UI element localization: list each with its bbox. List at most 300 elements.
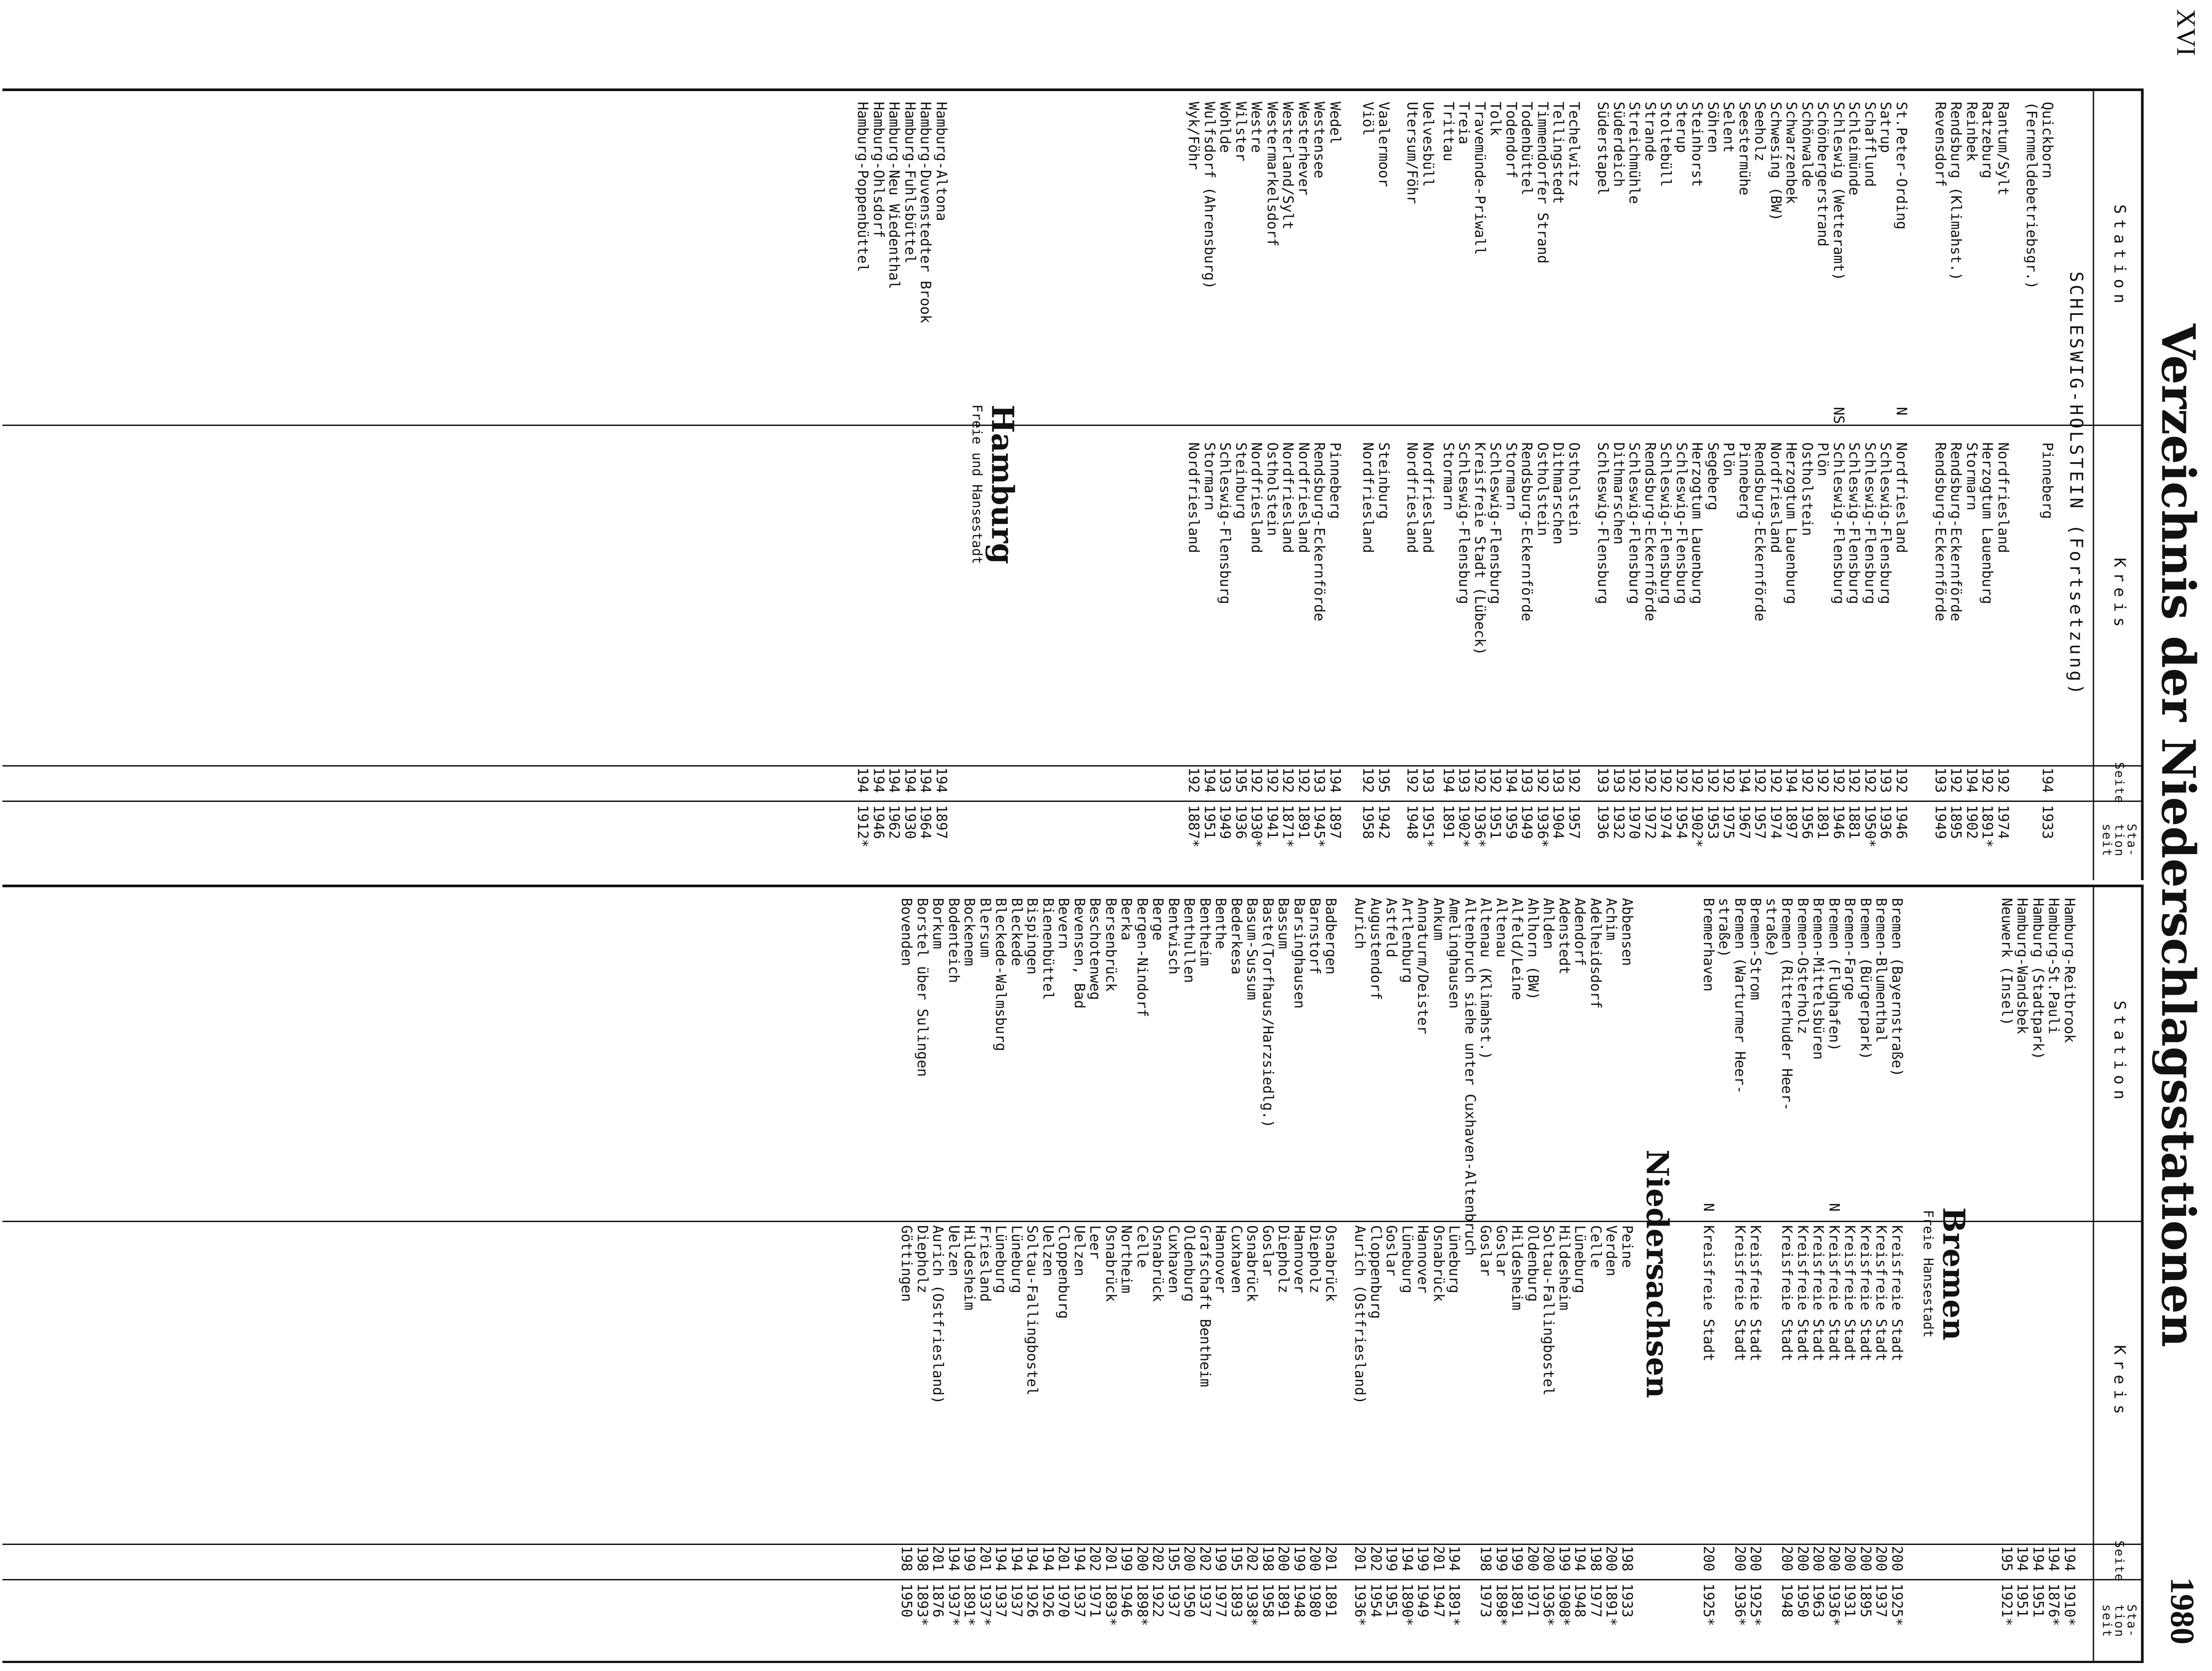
column-header-seite — [2095, 1540, 2143, 1583]
seite-cell: 200 — [1794, 1546, 1811, 1571]
seite-cell: 200 — [1700, 1546, 1717, 1571]
seit-cell: 1897 — [933, 805, 950, 839]
station-cell: Altenau (Klimahst.) — [1477, 898, 1494, 1060]
table-row — [2046, 898, 2062, 1663]
station-cell: Tolk — [1487, 102, 1504, 136]
station-cell: Westre — [1248, 102, 1265, 153]
seit-cell: 1921* — [1998, 1583, 2015, 1626]
station-cell: Hamburg-Wandsbek — [2014, 898, 2031, 1035]
seite-cell: 192 — [1295, 767, 1312, 793]
table-row — [977, 898, 993, 1663]
seit-cell: 1977 — [1587, 1583, 1604, 1618]
seit-cell: 1925* — [1747, 1583, 1764, 1626]
kreis-cell: Nordfriesland — [1359, 442, 1377, 553]
seit-cell: 1951 — [1383, 1583, 1400, 1618]
seit-cell: 1957 — [1751, 805, 1769, 839]
table-row — [1446, 898, 1462, 1663]
seit-cell: 1936 — [1594, 805, 1612, 839]
left-table — [2, 88, 2143, 880]
station-cell: Borstel über Sulingen — [914, 898, 931, 1077]
station-cell: Westensee — [1311, 102, 1328, 179]
kreis-cell: Goslar — [1383, 1225, 1400, 1276]
kreis-cell: Lüneburg — [1008, 1225, 1025, 1294]
table-row — [1720, 102, 1736, 880]
seite-cell: 192 — [1893, 767, 1910, 793]
note-cell: N — [1700, 1203, 1717, 1212]
seite-cell: 200 — [1275, 1546, 1292, 1571]
page-number-right: 1980 — [2163, 1577, 2200, 1644]
station-cell: Bockenem — [961, 898, 978, 966]
table-row — [1166, 898, 1182, 1663]
station-cell: Revensdorf — [1932, 102, 1949, 187]
seit-cell: 1975 — [1720, 805, 1737, 839]
table-row — [1826, 898, 1842, 1663]
table-row — [1233, 102, 1249, 880]
station-cell: Bremen-Strom — [1747, 898, 1764, 1000]
seit-cell: 1936* — [1534, 805, 1551, 848]
seite-cell: 201 — [929, 1546, 947, 1571]
table-row — [1768, 102, 1784, 880]
seite-cell: 192 — [1471, 767, 1488, 793]
table-row — [1213, 898, 1229, 1663]
kreis-cell: Schleswig-Flensburg — [1487, 442, 1504, 605]
seite-cell: 192 — [1830, 767, 1847, 793]
table-row — [1509, 898, 1525, 1663]
kreis-cell: Oldenburg — [1525, 1225, 1541, 1302]
seit-cell: 1931 — [1841, 1583, 1859, 1618]
seit-cell: 1891 — [1814, 805, 1832, 839]
seit-cell: 1871* — [1279, 805, 1297, 848]
kreis-cell: Soltau-Fallingbostel — [1024, 1225, 1041, 1396]
seit-cell: 1897 — [1783, 805, 1800, 839]
station-cell: Süderstapel — [1594, 102, 1612, 195]
station-cell: Bremen-Blumenthal — [1873, 898, 1890, 1043]
seit-cell: 1964 — [917, 805, 934, 839]
right-group-hamburg — [1999, 898, 2078, 1663]
table-row — [2024, 102, 2039, 880]
kreis-cell: Hildesheim — [1509, 1225, 1526, 1311]
station-cell: Altenbruch siehe unter Cuxhaven-Altenbruch — [1462, 898, 1479, 1256]
kreis-cell: Schleswig-Flensburg — [1594, 442, 1612, 605]
table-row — [1799, 102, 1815, 880]
table-row — [1103, 898, 1119, 1663]
station-cell: Hamburg-Fuhlsbüttel — [902, 102, 918, 264]
station-cell: Badbergen — [1322, 898, 1339, 975]
table-row — [1056, 898, 1071, 1663]
seit-cell: 1891 — [1322, 1583, 1339, 1618]
seite-cell: 200 — [1778, 1546, 1796, 1571]
left-group-r — [1932, 102, 2011, 880]
seit-cell: 1890* — [1399, 1583, 1416, 1626]
station-cell: Adelheidsdorf — [1587, 898, 1604, 1009]
seite-cell: 198 — [1619, 1546, 1636, 1571]
table-row — [1716, 898, 1732, 1663]
station-cell: Hamburg-Poppenbüttel — [854, 102, 872, 272]
station-cell: Bleckede-Walmsburg — [992, 898, 1010, 1051]
seite-cell: 194 — [2014, 1546, 2031, 1571]
station-cell: Amelinghausen — [1446, 898, 1463, 1009]
seite-cell: 192 — [1862, 767, 1878, 793]
seite-cell: 194 — [1399, 1546, 1416, 1571]
table-row — [1311, 102, 1327, 880]
table-row — [1550, 102, 1566, 880]
kreis-cell: Cloppenburg — [1055, 1225, 1072, 1319]
kreis-cell: Diepholz — [1275, 1225, 1292, 1294]
table-row — [2014, 898, 2030, 1663]
seite-cell: 199 — [1212, 1546, 1229, 1571]
table-row — [2062, 898, 2078, 1663]
table-row — [1399, 898, 1415, 1663]
station-cell: Bienenbüttel — [1040, 898, 1056, 1000]
kreis-cell: Celle — [1587, 1225, 1604, 1268]
seit-cell: 1946 — [1893, 805, 1910, 839]
seite-cell: 193 — [1311, 767, 1328, 793]
kreis-cell: Kreisfreie Stadt — [1732, 1225, 1748, 1362]
kreis-cell: Osnabrück — [1244, 1225, 1261, 1302]
station-cell: Abbensen — [1619, 898, 1636, 966]
seite-cell: 192 — [1720, 767, 1737, 793]
region-subtitle-bremen: Freie Hansestadt — [1920, 1210, 1936, 1338]
station-cell: Barnstorf — [1306, 898, 1324, 975]
seit-cell: 1949 — [1217, 805, 1234, 839]
station-cell: Viöl — [1359, 102, 1377, 136]
seite-cell: 192 — [1566, 767, 1582, 793]
seit-cell: 1897 — [1327, 805, 1344, 839]
seite-cell: 192 — [1279, 767, 1297, 793]
seit-cell: 1957 — [1566, 805, 1582, 839]
table-row — [1588, 898, 1604, 1663]
station-cell: Ahlden — [1540, 898, 1557, 949]
seit-cell: 1936* — [1540, 1583, 1557, 1626]
seit-cell: 1902* — [1689, 805, 1706, 848]
seite-cell: 198 — [1477, 1546, 1494, 1571]
seit-cell: 1958 — [1260, 1583, 1276, 1618]
seit-cell: 1973 — [1477, 1583, 1494, 1618]
station-cell: Todendorf — [1503, 102, 1520, 179]
seite-cell: 200 — [1306, 1546, 1324, 1571]
kreis-cell: Kreisfreie Stadt (Lübeck) — [1471, 442, 1488, 655]
seite-cell: 195 — [1228, 1546, 1245, 1571]
seite-cell: 198 — [1260, 1546, 1276, 1571]
table-row — [1248, 102, 1264, 880]
kreis-cell: Uelzen — [945, 1225, 962, 1276]
region-title-schleswig-holstein: SCHLESWIG-HOLSTEIN (Fortsetzung) — [2066, 271, 2086, 698]
seite-cell: 199 — [1383, 1546, 1400, 1571]
table-row — [1732, 898, 1748, 1663]
station-cell: Borkum — [929, 898, 947, 949]
seite-cell: 193 — [1932, 767, 1949, 793]
seit-cell: 1908* — [1556, 1583, 1573, 1626]
seite-cell: 200 — [1841, 1546, 1859, 1571]
seite-cell: 192 — [1979, 767, 1996, 793]
station-cell: Sterup — [1673, 102, 1690, 153]
seite-cell: 194 — [933, 767, 950, 793]
station-cell: Bremen (Flughafen) — [1826, 898, 1843, 1051]
kreis-cell: Pinneberg — [2039, 442, 2056, 519]
seit-cell: 1930 — [902, 805, 918, 839]
table-row — [1763, 898, 1779, 1663]
kreis-cell: Dithmarschen — [1610, 442, 1627, 545]
seite-cell: 199 — [961, 1546, 978, 1571]
seite-cell: 194 — [1571, 1546, 1589, 1571]
kreis-cell: Rendsburg-Eckernförde — [1518, 442, 1536, 621]
station-cell: Wilster — [1233, 102, 1249, 161]
seit-cell: 1881 — [1846, 805, 1863, 839]
seite-cell: 192 — [1767, 767, 1784, 793]
table-row — [1368, 898, 1384, 1663]
table-row — [1795, 898, 1811, 1663]
station-cell: Adenstedt — [1556, 898, 1573, 975]
kreis-cell: Stormarn — [1201, 442, 1218, 511]
seit-cell: 1898* — [1134, 1583, 1151, 1626]
seit-cell: 1936* — [1826, 1583, 1843, 1626]
column-header-station-seit — [2095, 801, 2143, 880]
seite-cell: 200 — [1181, 1546, 1198, 1571]
seite-cell: 194 — [2061, 1546, 2078, 1571]
column-header-station-seit — [2095, 1579, 2143, 1663]
seit-cell: 1951 — [2014, 1583, 2031, 1618]
table-left-rule — [2, 885, 2143, 887]
table-row — [1948, 102, 1964, 880]
station-cell: Astfeld — [1383, 898, 1400, 958]
seit-cell: 1937 — [1008, 1583, 1025, 1618]
station-cell: Hamburg-Reitbrook — [2061, 898, 2078, 1043]
seite-cell: 201 — [1102, 1546, 1119, 1571]
station-cell: Bremen (Bayernstraße) — [1889, 898, 1905, 1077]
seit-cell: 1938* — [1244, 1583, 1261, 1626]
table-row — [993, 898, 1009, 1663]
kreis-cell: Rendsburg-Eckernförde — [1311, 442, 1328, 621]
kreis-cell: Lüneburg — [992, 1225, 1010, 1294]
kreis-cell: Uelzen — [1040, 1225, 1056, 1276]
station-cell: Schleswig (Wetteramt) — [1830, 102, 1847, 281]
station-cell: Westermarkelsdorf — [1264, 102, 1281, 247]
table-row — [1747, 898, 1763, 1663]
table-row — [1181, 898, 1197, 1663]
kreis-cell: Rendsburg-Eckernförde — [1947, 442, 1965, 621]
seite-cell: 200 — [1134, 1546, 1151, 1571]
station-cell: Aurich — [1352, 898, 1369, 949]
kreis-cell: Pinneberg — [1327, 442, 1344, 519]
table-row — [902, 102, 918, 880]
seite-cell: 193 — [1594, 767, 1612, 793]
table-row — [1674, 102, 1690, 880]
kreis-cell: Schleswig-Flensburg — [1877, 442, 1894, 605]
region-subtitle-hamburg: Freie und Hansestadt — [969, 404, 984, 564]
station-cell: Treia — [1455, 102, 1473, 145]
table-row — [1264, 102, 1280, 880]
seite-label: Seite — [2112, 762, 2127, 804]
station-cell: Söhren — [1705, 102, 1721, 153]
seite-cell: 195 — [1165, 1546, 1182, 1571]
station-cell: Altenau — [1493, 898, 1510, 958]
left-group-q — [2024, 102, 2055, 880]
table-row — [1150, 898, 1166, 1663]
station-cell: Wulfsdorf (Ahrensburg) — [1201, 102, 1218, 289]
station-cell: Westerland/Sylt — [1279, 102, 1297, 230]
seit-cell: 1971 — [1525, 1583, 1541, 1618]
table-row — [1572, 898, 1588, 1663]
seit-cell: 1948 — [1404, 805, 1421, 839]
note-cell: N — [1893, 407, 1910, 416]
table-row — [871, 102, 887, 880]
region-title-niedersachsen: Niedersachsen — [1639, 1149, 1674, 1399]
table-row — [1736, 102, 1752, 880]
column-header-station: Station — [2110, 1000, 2128, 1105]
station-cell: Bremen (Ritterhuder Heer- — [1778, 898, 1796, 1111]
table-row — [1540, 898, 1556, 1663]
table-row — [1323, 898, 1339, 1663]
seite-cell: 200 — [1732, 1546, 1748, 1571]
seit-cell: 1937* — [977, 1583, 994, 1626]
table-row — [1815, 102, 1831, 880]
table-row — [1260, 898, 1276, 1663]
seite-cell: 199 — [1414, 1546, 1432, 1571]
seit-label-2: tion — [2112, 1604, 2127, 1638]
station-cell: Bremen (Bürgerpark) — [1857, 898, 1874, 1060]
right-group-b — [899, 898, 1338, 1663]
station-cell: Bederkesa — [1228, 898, 1245, 975]
seit-cell: 1942 — [1375, 805, 1392, 839]
seit-cell: 1936* — [1732, 1583, 1748, 1626]
table-row — [1858, 898, 1874, 1663]
seite-cell: 192 — [1751, 767, 1769, 793]
seite-cell: 200 — [1826, 1546, 1843, 1571]
seit-cell: 1950* — [1862, 805, 1878, 848]
station-cell: Bevensen, Bad — [1071, 898, 1088, 1009]
seit-cell: 1951 — [2030, 1583, 2047, 1618]
seit-cell: 1948 — [1571, 1583, 1589, 1618]
station-cell: Bergen-Nindorf — [1134, 898, 1151, 1017]
station-cell: Strande — [1642, 102, 1659, 161]
seite-cell: 193 — [1518, 767, 1536, 793]
seite-cell: 192 — [1705, 767, 1721, 793]
kreis-cell: Kreisfreie Stadt — [1857, 1225, 1874, 1362]
table-row — [886, 102, 902, 880]
station-cell: Reinbek — [1963, 102, 1980, 161]
kreis-cell: Nordfriesland — [1420, 442, 1436, 553]
column-header-kreis: Kreis — [2110, 557, 2128, 632]
table-row — [1893, 102, 1909, 880]
seit-cell: 1891* — [1603, 1583, 1620, 1626]
station-cell: Adendorf — [1571, 898, 1589, 966]
kreis-cell: Schleswig-Flensburg — [1830, 442, 1847, 605]
station-cell: Uelvesbüll — [1420, 102, 1436, 187]
kreis-cell: Stormarn — [1963, 442, 1980, 511]
table-row — [1878, 102, 1893, 880]
seite-cell: 194 — [1024, 1546, 1041, 1571]
seite-cell: 202 — [1197, 1546, 1214, 1571]
seite-cell: 192 — [1846, 767, 1863, 793]
seit-cell: 1962 — [886, 805, 903, 839]
table-row — [1595, 102, 1611, 880]
station-cell: Blersum — [977, 898, 994, 958]
seit-cell: 1937 — [1873, 1583, 1890, 1618]
station-cell: Timmendorfer Strand — [1534, 102, 1551, 264]
seite-cell: 201 — [1055, 1546, 1072, 1571]
station-cell: Bremerhaven — [1700, 898, 1717, 992]
seite-cell: 192 — [1359, 767, 1377, 793]
table-row — [1376, 102, 1392, 880]
kreis-cell: Schleswig-Flensburg — [1626, 442, 1643, 605]
seit-cell: 1912* — [854, 805, 872, 848]
seit-label-2: tion — [2112, 824, 2127, 857]
table-row — [1873, 898, 1889, 1663]
table-row — [1456, 102, 1472, 880]
station-cell: Vaalermoor — [1375, 102, 1392, 187]
station-cell: Hamburg-Neu Wiedenthal — [886, 102, 903, 289]
kreis-cell: Lüneburg — [1571, 1225, 1589, 1294]
station-cell: Schönbergerstrand — [1814, 102, 1832, 247]
seite-cell: 198 — [914, 1546, 931, 1571]
seit-cell: 1937 — [992, 1583, 1010, 1618]
table-row — [1487, 102, 1503, 880]
seite-cell: 202 — [1087, 1546, 1104, 1571]
table-row — [2030, 898, 2046, 1663]
seite-cell: 193 — [1455, 767, 1473, 793]
seite-cell: 192 — [1487, 767, 1504, 793]
kreis-cell: Kreisfreie Stadt — [1700, 1225, 1717, 1362]
seit-label-3: seit — [2100, 824, 2114, 857]
table-row — [1999, 898, 2015, 1663]
kreis-cell: Kreisfreie Stadt — [1873, 1225, 1890, 1362]
table-row — [1009, 898, 1025, 1663]
table-row — [1415, 898, 1431, 1663]
seite-cell: 199 — [1291, 1546, 1308, 1571]
table-row — [1846, 102, 1862, 880]
seit-cell: 1946 — [1830, 805, 1847, 839]
kreis-cell: Uelzen — [1071, 1225, 1088, 1276]
seit-cell: 1893 — [1228, 1583, 1245, 1618]
seit-cell: 1948 — [1778, 1583, 1796, 1618]
seit-cell: 1970 — [1626, 805, 1643, 839]
seit-cell: 1945* — [1311, 805, 1328, 848]
kreis-cell: Ostholstein — [1264, 442, 1281, 536]
seite-cell: 200 — [1857, 1546, 1874, 1571]
seit-cell: 1922 — [1149, 1583, 1167, 1618]
seit-cell: 1950 — [1794, 1583, 1811, 1618]
kreis-cell: Grafschaft Bentheim — [1197, 1225, 1214, 1387]
table-row — [2039, 102, 2055, 880]
seit-cell: 1958 — [1359, 805, 1377, 839]
kreis-cell: Kreisfreie Stadt — [1778, 1225, 1796, 1362]
station-cell: Selent — [1720, 102, 1737, 153]
kreis-cell: Lüneburg — [1399, 1225, 1416, 1294]
table-row — [1420, 102, 1436, 880]
seit-cell: 1950 — [1181, 1583, 1198, 1618]
station-cell: Berge — [1149, 898, 1167, 941]
station-cell: Schwarzenbek — [1783, 102, 1800, 204]
station-cell: Bispingen — [1024, 898, 1041, 975]
station-cell: Todenbüttel — [1518, 102, 1536, 195]
station-cell: Basum-Sussum — [1244, 898, 1261, 1000]
kreis-cell: Lüneburg — [1446, 1225, 1463, 1294]
station-cell: Rantum/Sylt — [1995, 102, 2012, 195]
table-row — [855, 102, 871, 880]
station-cell: Alfeld/Leine — [1509, 898, 1526, 1000]
station-cell: Hamburg-St.Pauli — [2045, 898, 2062, 1035]
seit-cell: 1936* — [1471, 805, 1488, 848]
station-cell: Schafflund — [1862, 102, 1878, 187]
station-cell: Hamburg-Duvenstedter Brook — [917, 102, 934, 323]
table-row — [1024, 898, 1040, 1663]
seit-cell: 1910* — [2061, 1583, 2078, 1626]
station-cell: Bovenden — [898, 898, 915, 966]
page-number-left: XVI — [2171, 9, 2200, 56]
seit-cell: 1974 — [1767, 805, 1784, 839]
station-cell: Neuwerk (Insel) — [1998, 898, 2015, 1026]
station-cell: Bremen-Farge — [1841, 898, 1859, 1000]
